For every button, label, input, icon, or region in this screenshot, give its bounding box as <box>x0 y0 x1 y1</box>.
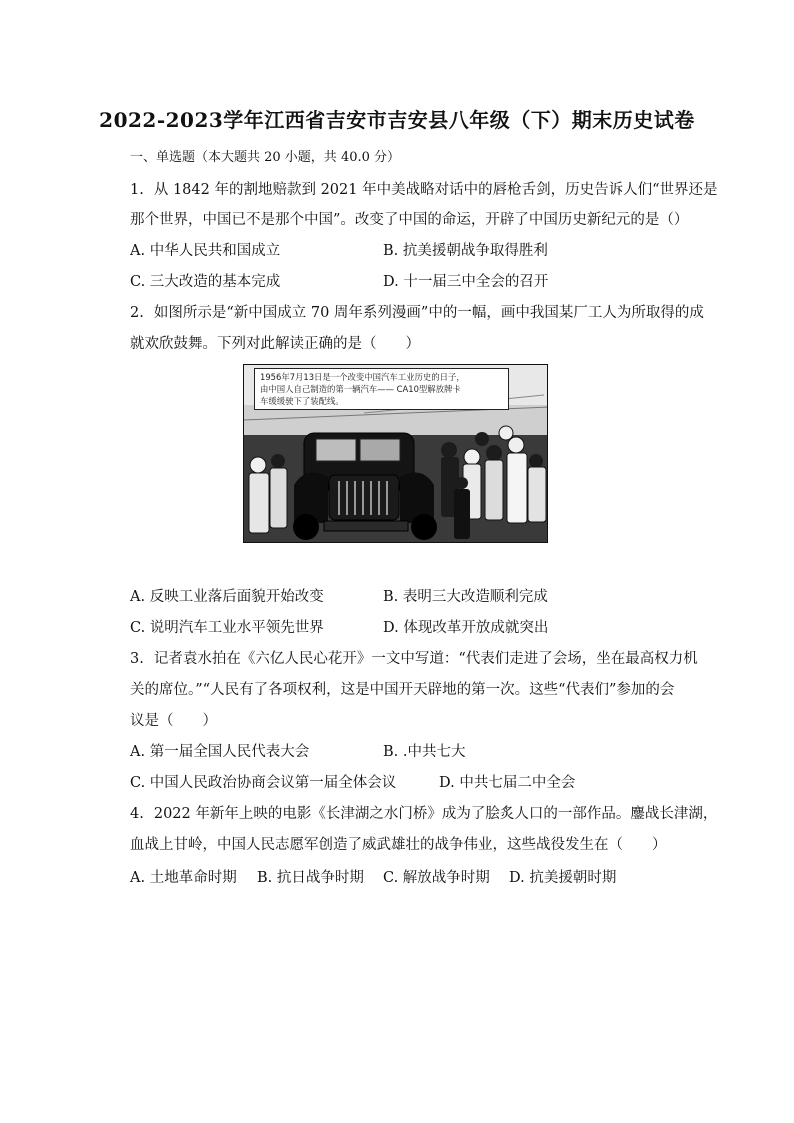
question-1-stem-2: 那个世界，中国已不是那个中国”。改变了中国的命运，开辟了中国历史新纪元的是（） <box>130 212 689 228</box>
section-heading: 一、单选题（本大题共 20 小题，共 40.0 分） <box>130 150 401 165</box>
question-2-option-c[interactable]: C. 说明汽车工业水平领先世界 <box>130 620 324 636</box>
question-3-line-1 <box>130 647 698 668</box>
question-2-option-d[interactable]: D. 体现改革开放成就突出 <box>383 620 549 636</box>
question-4-stem-1: 2022 年新年上映的电影《长津湖之水门桥》成为了脍炙人口的一部作品。鏖战长津湖， <box>153 806 718 822</box>
question-2-line-1 <box>130 301 704 322</box>
question-1-option-a[interactable]: A. 中华人民共和国成立 <box>130 243 281 259</box>
question-3-number: 3. <box>130 651 144 667</box>
question-3-option-b[interactable]: B. .中共七大 <box>383 744 466 760</box>
question-2-stem-2: 就欢欣鼓舞。下列对此解读正确的是（ ） <box>130 336 420 352</box>
question-4-option-b[interactable]: B. 抗日战争时期 <box>257 870 364 886</box>
question-1-number: 1. <box>130 182 144 198</box>
question-1-option-d[interactable]: D. 十一届三中全会的召开 <box>383 274 549 290</box>
question-4-option-c[interactable]: C. 解放战争时期 <box>383 870 490 886</box>
question-1-option-b[interactable]: B. 抗美援朝战争取得胜利 <box>383 243 548 259</box>
question-3-option-c[interactable]: C. 中国人民政治协商会议第一届全体会议 <box>130 775 397 791</box>
question-1-stem-1: 从 1842 年的割地赔款到 2021 年中美战略对话中的唇枪舌剑，历史告诉人们“世界还是 <box>153 182 718 198</box>
question-2-option-a[interactable]: A. 反映工业落后面貌开始改变 <box>130 589 324 605</box>
question-2-number: 2. <box>130 305 144 321</box>
question-1-line-1 <box>130 178 718 199</box>
question-2-option-b[interactable]: B. 表明三大改造顺利完成 <box>383 589 548 605</box>
question-3-option-d[interactable]: D. 中共七届二中全会 <box>439 775 576 791</box>
comic-caption: 1956年7月13日是一个改变中国汽车工业历史的日子， 由中国人自己制造的第一辆汽车—— CA10型解放牌卡 车缓缓驶下了装配线。 <box>254 368 509 410</box>
question-4-stem-2: 血战上甘岭，中国人民志愿军创造了威武雄壮的战争伟业，这些战役发生在（ ） <box>130 837 667 853</box>
question-2-stem-1: 如图所示是“新中国成立 70 周年系列漫画”中的一幅，画中我国某厂工人为所取得的成 <box>153 305 704 321</box>
question-3-stem-3: 议是（ ） <box>130 713 217 729</box>
question-3-option-a[interactable]: A. 第一届全国人民代表大会 <box>130 744 310 760</box>
question-4-number: 4. <box>130 806 144 822</box>
question-1-option-c[interactable]: C. 三大改造的基本完成 <box>130 274 281 290</box>
question-4-line-1 <box>130 802 717 823</box>
question-3-stem-1: 记者袁水拍在《六亿人民心花开》一文中写道：“代表们走进了会场，坐在最高权力机 <box>153 651 698 667</box>
question-4-option-d[interactable]: D. 抗美援朝时期 <box>509 870 617 886</box>
question-4-option-a[interactable]: A. 土地革命时期 <box>130 870 237 886</box>
exam-title: 2022-2023学年江西省吉安市吉安县八年级（下）期末历史试卷 <box>99 108 695 132</box>
question-3-stem-2: 关的席位。”“人民有了各项权利，这是中国开天辟地的第一次。这些“代表们”参加的会 <box>130 682 675 698</box>
comic-illustration <box>243 364 548 543</box>
